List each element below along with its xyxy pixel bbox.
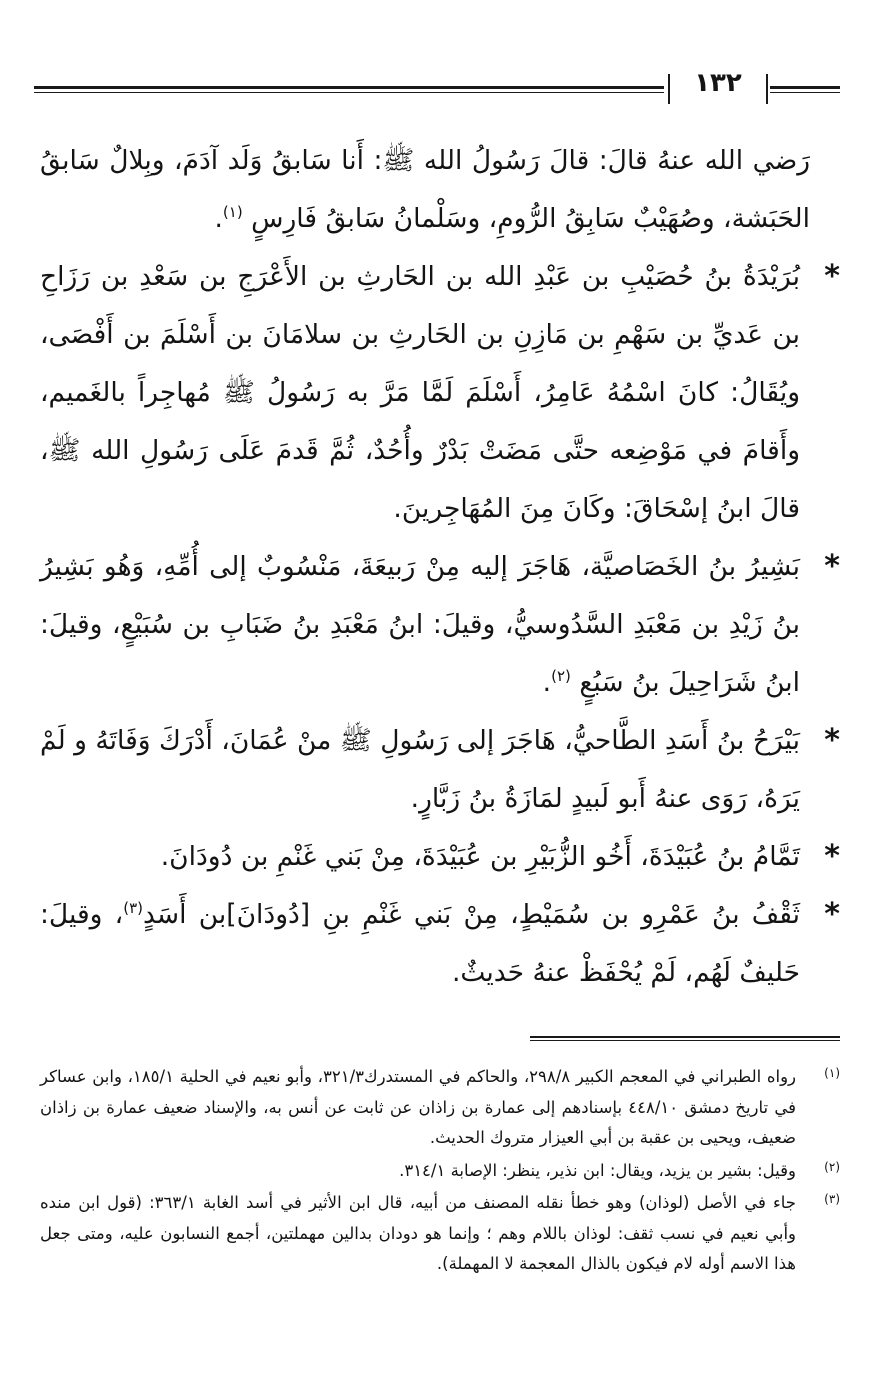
footnote-ref[interactable]: (٣) [123,899,144,918]
footnote-text: وقيل: بشير بن يزيد، ويقال: ابن نذير، ينظر: الإصابة ٣١٤/١. [399,1160,796,1180]
entry-text: ثَقْفُ بنُ عَمْرِو بن سُمَيْطٍ، مِنْ بَني غَنْمِ بنِ [دُودَانَ]بن أَسَدٍ [143,899,800,930]
footnote-ref[interactable]: (٢) [551,667,571,686]
footnote-separator [530,1036,840,1041]
entry-bullet: * [824,549,840,584]
biography-entry [40,248,840,538]
paragraph-text: رَضي الله عنهُ قالَ: قالَ رَسُولُ الله ﷺ: أَنا سَابقُ وَلَد آدَمَ، وبِلالٌ سَابقُ الحَبَشة، وصُهَيْبٌ سَابِقُ الرُّومِ، وسَلْمانُ سَابقُ فَارِسٍ [40,145,810,234]
biography-entry [40,886,840,1002]
opening-paragraph [40,132,840,248]
page-number: ١٣٢ [694,68,742,98]
entry-bullet: * [824,897,840,932]
entry-bullet: * [824,723,840,758]
paragraph-end: . [214,203,223,234]
entry-text: بَيْرَحُ بنُ أَسَدِ الطَّاحيُّ، هَاجَرَ إلى رَسُولِ ﷺ منْ عُمَانَ، أَدْرَكَ وَفَاتَهُ و لَمْ يَرَهُ، رَوَى عنهُ أَبو لَبيدٍ لمَازَةُ بنُ زَبَّارٍ. [40,725,800,814]
header-rule-short [770,86,840,93]
footnote-text: جاء في الأصل (لوذان) وهو خطأ نقله المصنف من أبيه، قال ابن الأثير في أسد الغابة ٣٦٣/١: (قول ابن منده وأبي نعيم في نسب ثقف: لوذان باللام وهم ؛ وإنما هو دودان بدالين مهملتين، أجمع النسابون عليه، ومتى جعل هذا الاسم أوله لام فيكون بالذال المعجمة لا المهملة). [40,1193,796,1273]
footnote [40,1188,840,1280]
entry-text: بُرَيْدَةُ بنُ حُصَيْبِ بن عَبْدِ الله بن الحَارثِ بن الأَعْرَجِ بن سَعْدِ بن رَزَاحِ بن عَديِّ بن سَهْمِ بن مَازِنِ بن الحَارثِ بن سلامَانَ بن أَسْلَمَ بن أَفْصَى، ويُقَالُ: كانَ اسْمُهُ عَامِرُ، أَسْلَمَ لَمَّا مَرَّ به رَسُولُ ﷺ مُهاجِراً بالغَميم، وأَقامَ في مَوْضِعه حتَّى مَضَتْ بَدْرٌ وأُحُدٌ، ثُمَّ قَدمَ عَلَى رَسُولِ الله ﷺ، قالَ ابنُ إسْحَاقَ: وكَانَ مِنَ المُهَاجِرينَ. [40,261,800,524]
entry-end: . [542,667,552,698]
entry-bullet: * [824,259,840,294]
main-text [40,132,840,1002]
header-rule-long [34,86,664,93]
footnote [40,1156,840,1187]
footnote-number: (٢) [824,1159,840,1174]
header-divider-right [766,74,768,104]
biography-entry [40,538,840,712]
footnote-number: (٣) [824,1192,840,1206]
running-header [34,66,840,106]
biography-entry [40,712,840,828]
footnote [40,1062,840,1154]
footnotes [40,1062,840,1282]
entry-text: تَمَّامُ بنُ عُبَيْدَةَ، أَخُو الزُّبَيْرِ بن عُبَيْدَةَ، مِنْ بَني غَنْمِ بن دُودَانَ. [160,841,800,872]
entry-end: ، وقيلَ: حَليفٌ لَهُم، لَمْ يُحْفَظْ عنهُ حَديثٌ. [40,899,800,988]
footnote-ref[interactable]: (١) [222,203,243,222]
biography-entry [40,828,840,886]
footnote-number: (١) [824,1066,840,1080]
entry-text: بَشِيرُ بنُ الخَصَاصيَّة، هَاجَرَ إليه مِنْ رَبيعَةَ، مَنْسُوبٌ إلى أُمِّهِ، وَهُو بَشِيرُ بنُ زَيْدِ بن مَعْبَدِ السَّدُوسيُّ، وقيلَ: ابنُ مَعْبَدِ بنُ ضَبَابِ بن سُبَيْعٍ، وقيلَ: ابنُ شَرَاحِيلَ بنُ سَبُعٍ [40,551,800,698]
footnote-text: رواه الطبراني في المعجم الكبير ٢٩٨/٨، والحاكم في المستدرك٣٢١/٣، وأبو نعيم في الحلية ١٨٥/١، وابن عساكر في تاريخ دمشق ٤٤٨/١٠ بإسنادهم إلى عمارة بن زاذان عن ثابت عن أنس به، والإسناد ضعيف عمارة بن زاذان ضعيف، ويحيى بن عقبة بن أبي العيزار متروك الحديث. [40,1067,797,1147]
entry-bullet: * [824,839,840,874]
